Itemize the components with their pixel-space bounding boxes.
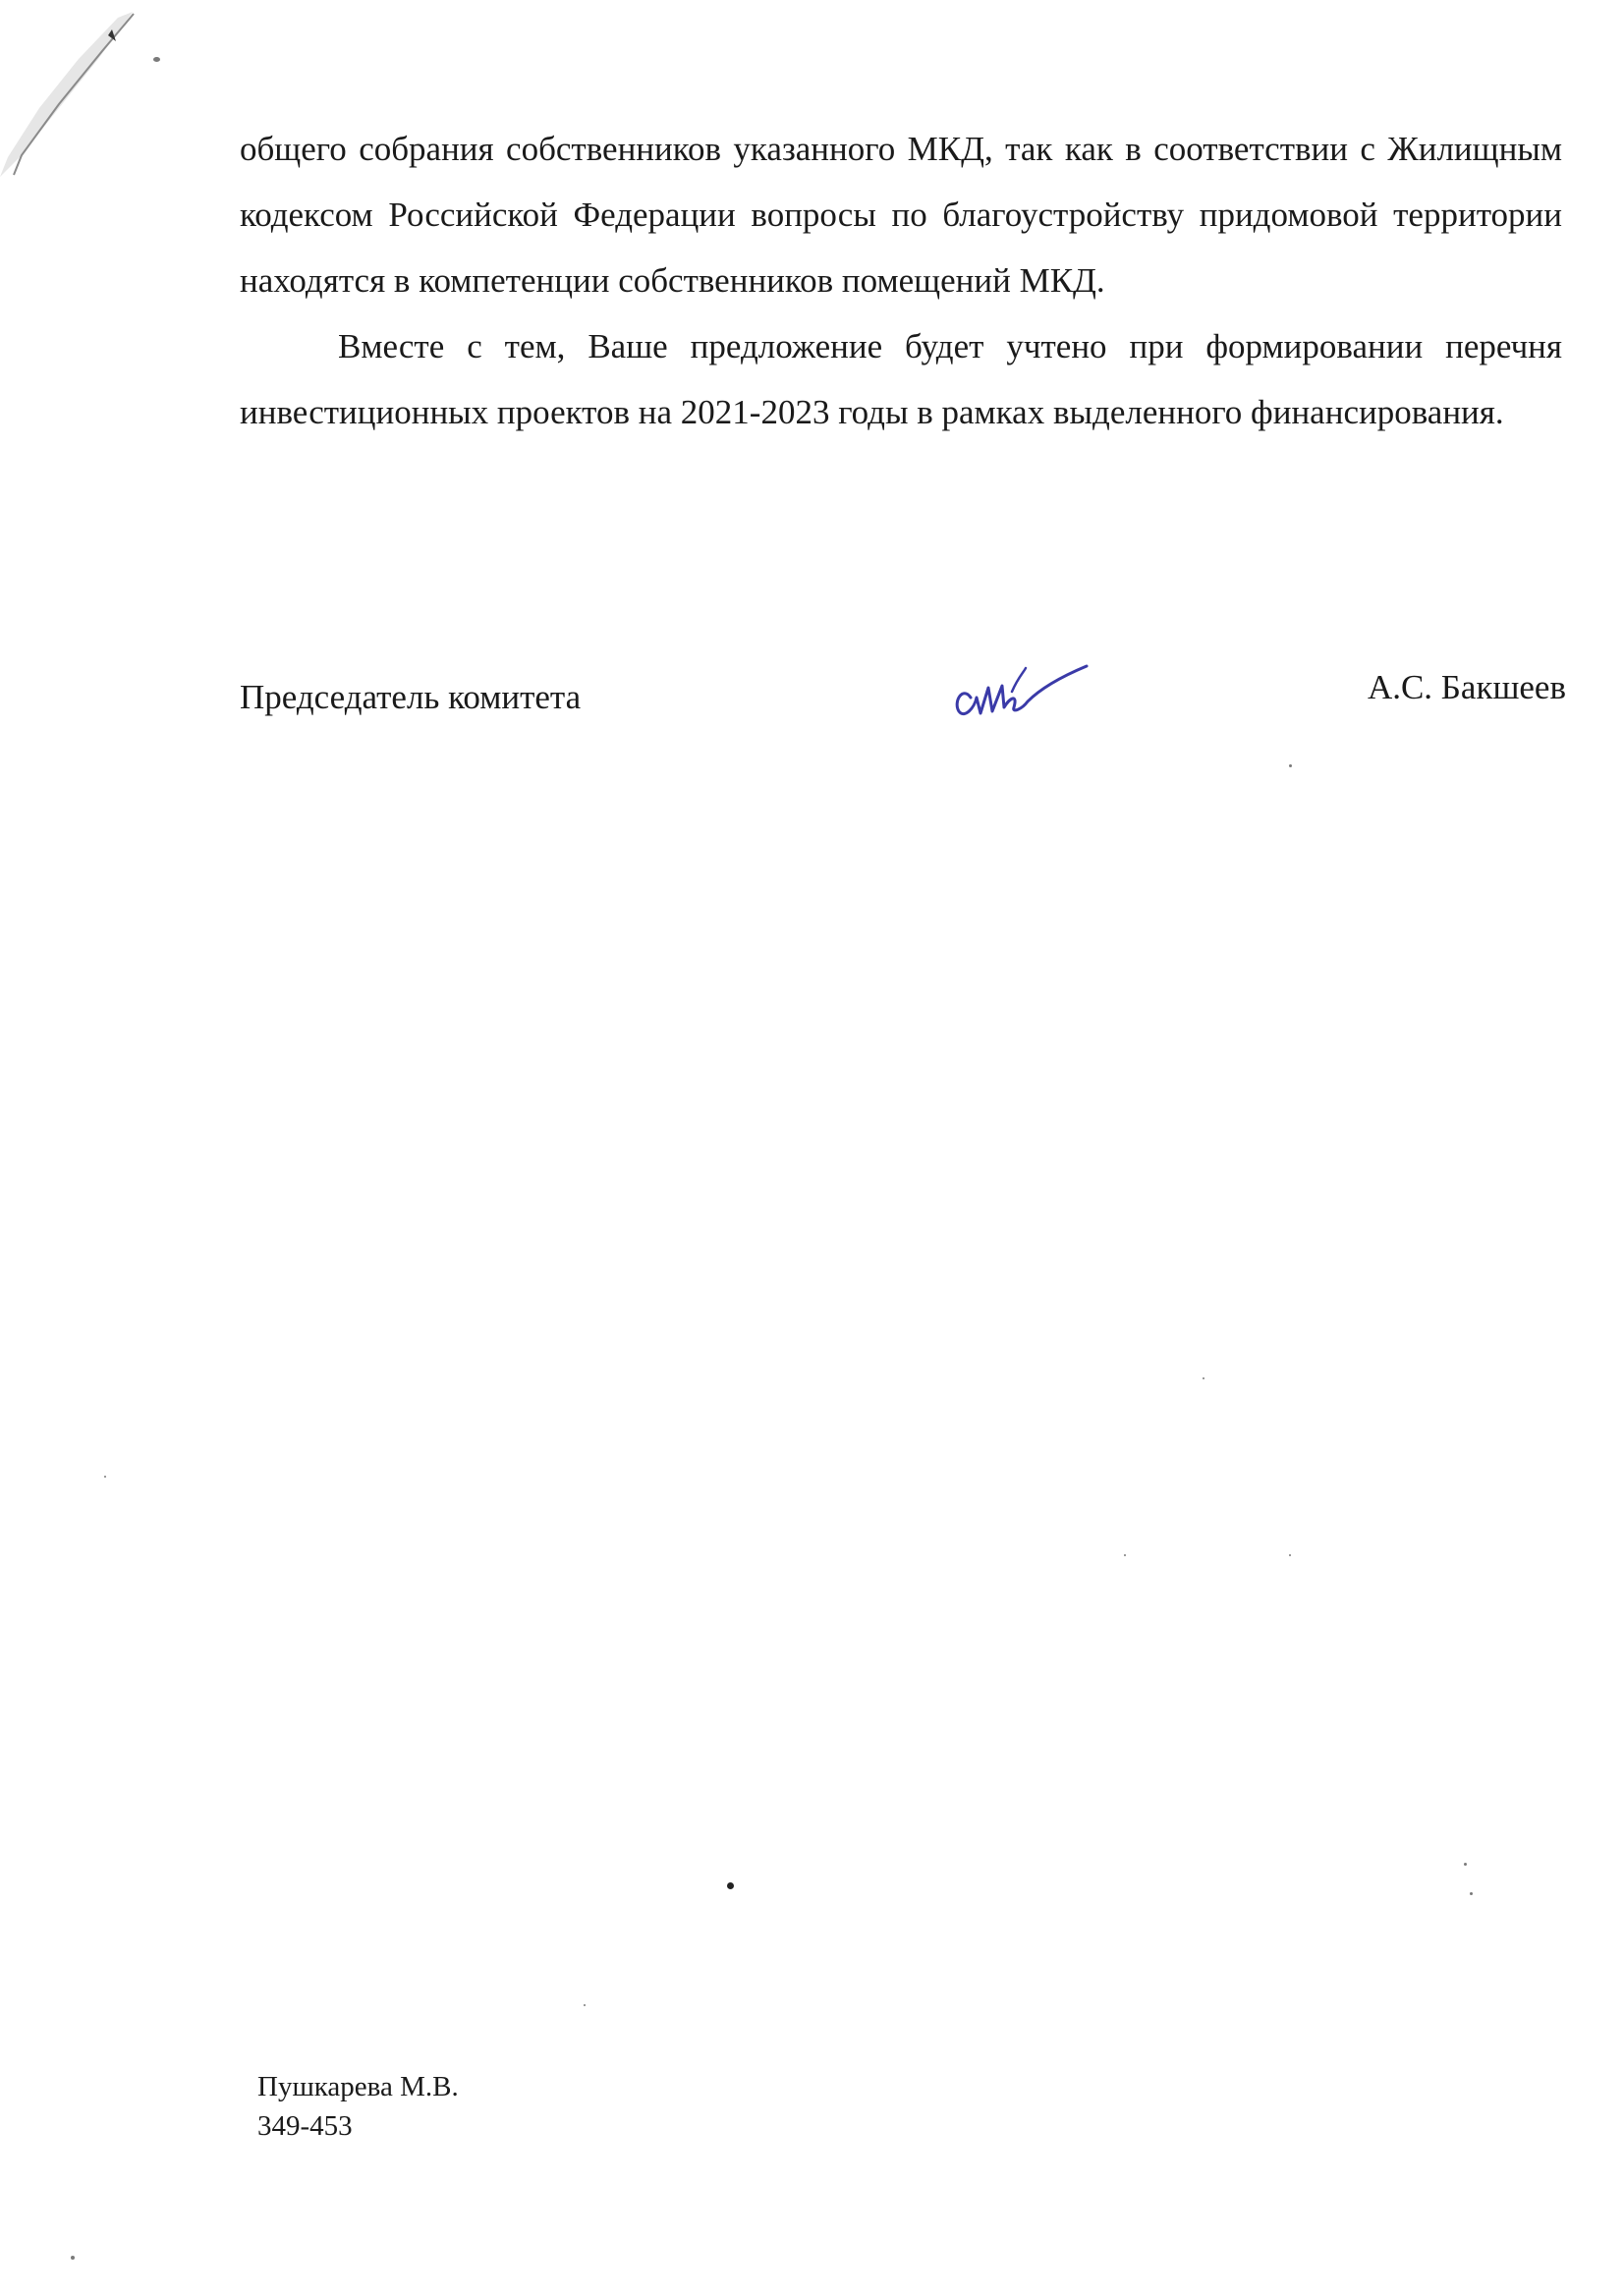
letter-body: [240, 116, 1562, 445]
executor-info: [257, 2067, 459, 2146]
executor-name: Пушкарева М.В.: [257, 2071, 459, 2102]
scan-speck: [1289, 764, 1292, 767]
scan-speck: [584, 2004, 586, 2006]
signatory-title: Председатель комитета: [240, 678, 582, 716]
folded-corner-mark: [0, 0, 147, 187]
signature-block: [240, 658, 1566, 747]
signatory-name: А.С. Бакшеев: [1367, 668, 1566, 706]
scan-speck: [1464, 1863, 1467, 1866]
paragraph-proposal: Вместе с тем, Ваше предложение будет учтено при формировании перечня инвестиционных проектов на 2021-2023 годы в рамках выделенного финансирования.: [240, 327, 1562, 431]
handwritten-signature: [953, 658, 1091, 727]
executor-phone: 349-453: [257, 2110, 353, 2142]
scan-speck: [153, 57, 160, 62]
scan-speck: [1203, 1377, 1204, 1379]
scan-speck: [1124, 1554, 1126, 1556]
scan-speck: [104, 1476, 106, 1478]
scan-speck: [71, 2256, 75, 2260]
scan-speck: [727, 1882, 734, 1889]
scan-speck: [1289, 1554, 1291, 1556]
scan-speck: [1470, 1892, 1473, 1895]
paragraph-continuation: общего собрания собственников указанного МКД, так как в соответствии с Жилищным кодексом Российской Федерации вопросы по благоустройству придомовой территории находятся в компетенции собственников помещений МКД.: [240, 130, 1562, 300]
